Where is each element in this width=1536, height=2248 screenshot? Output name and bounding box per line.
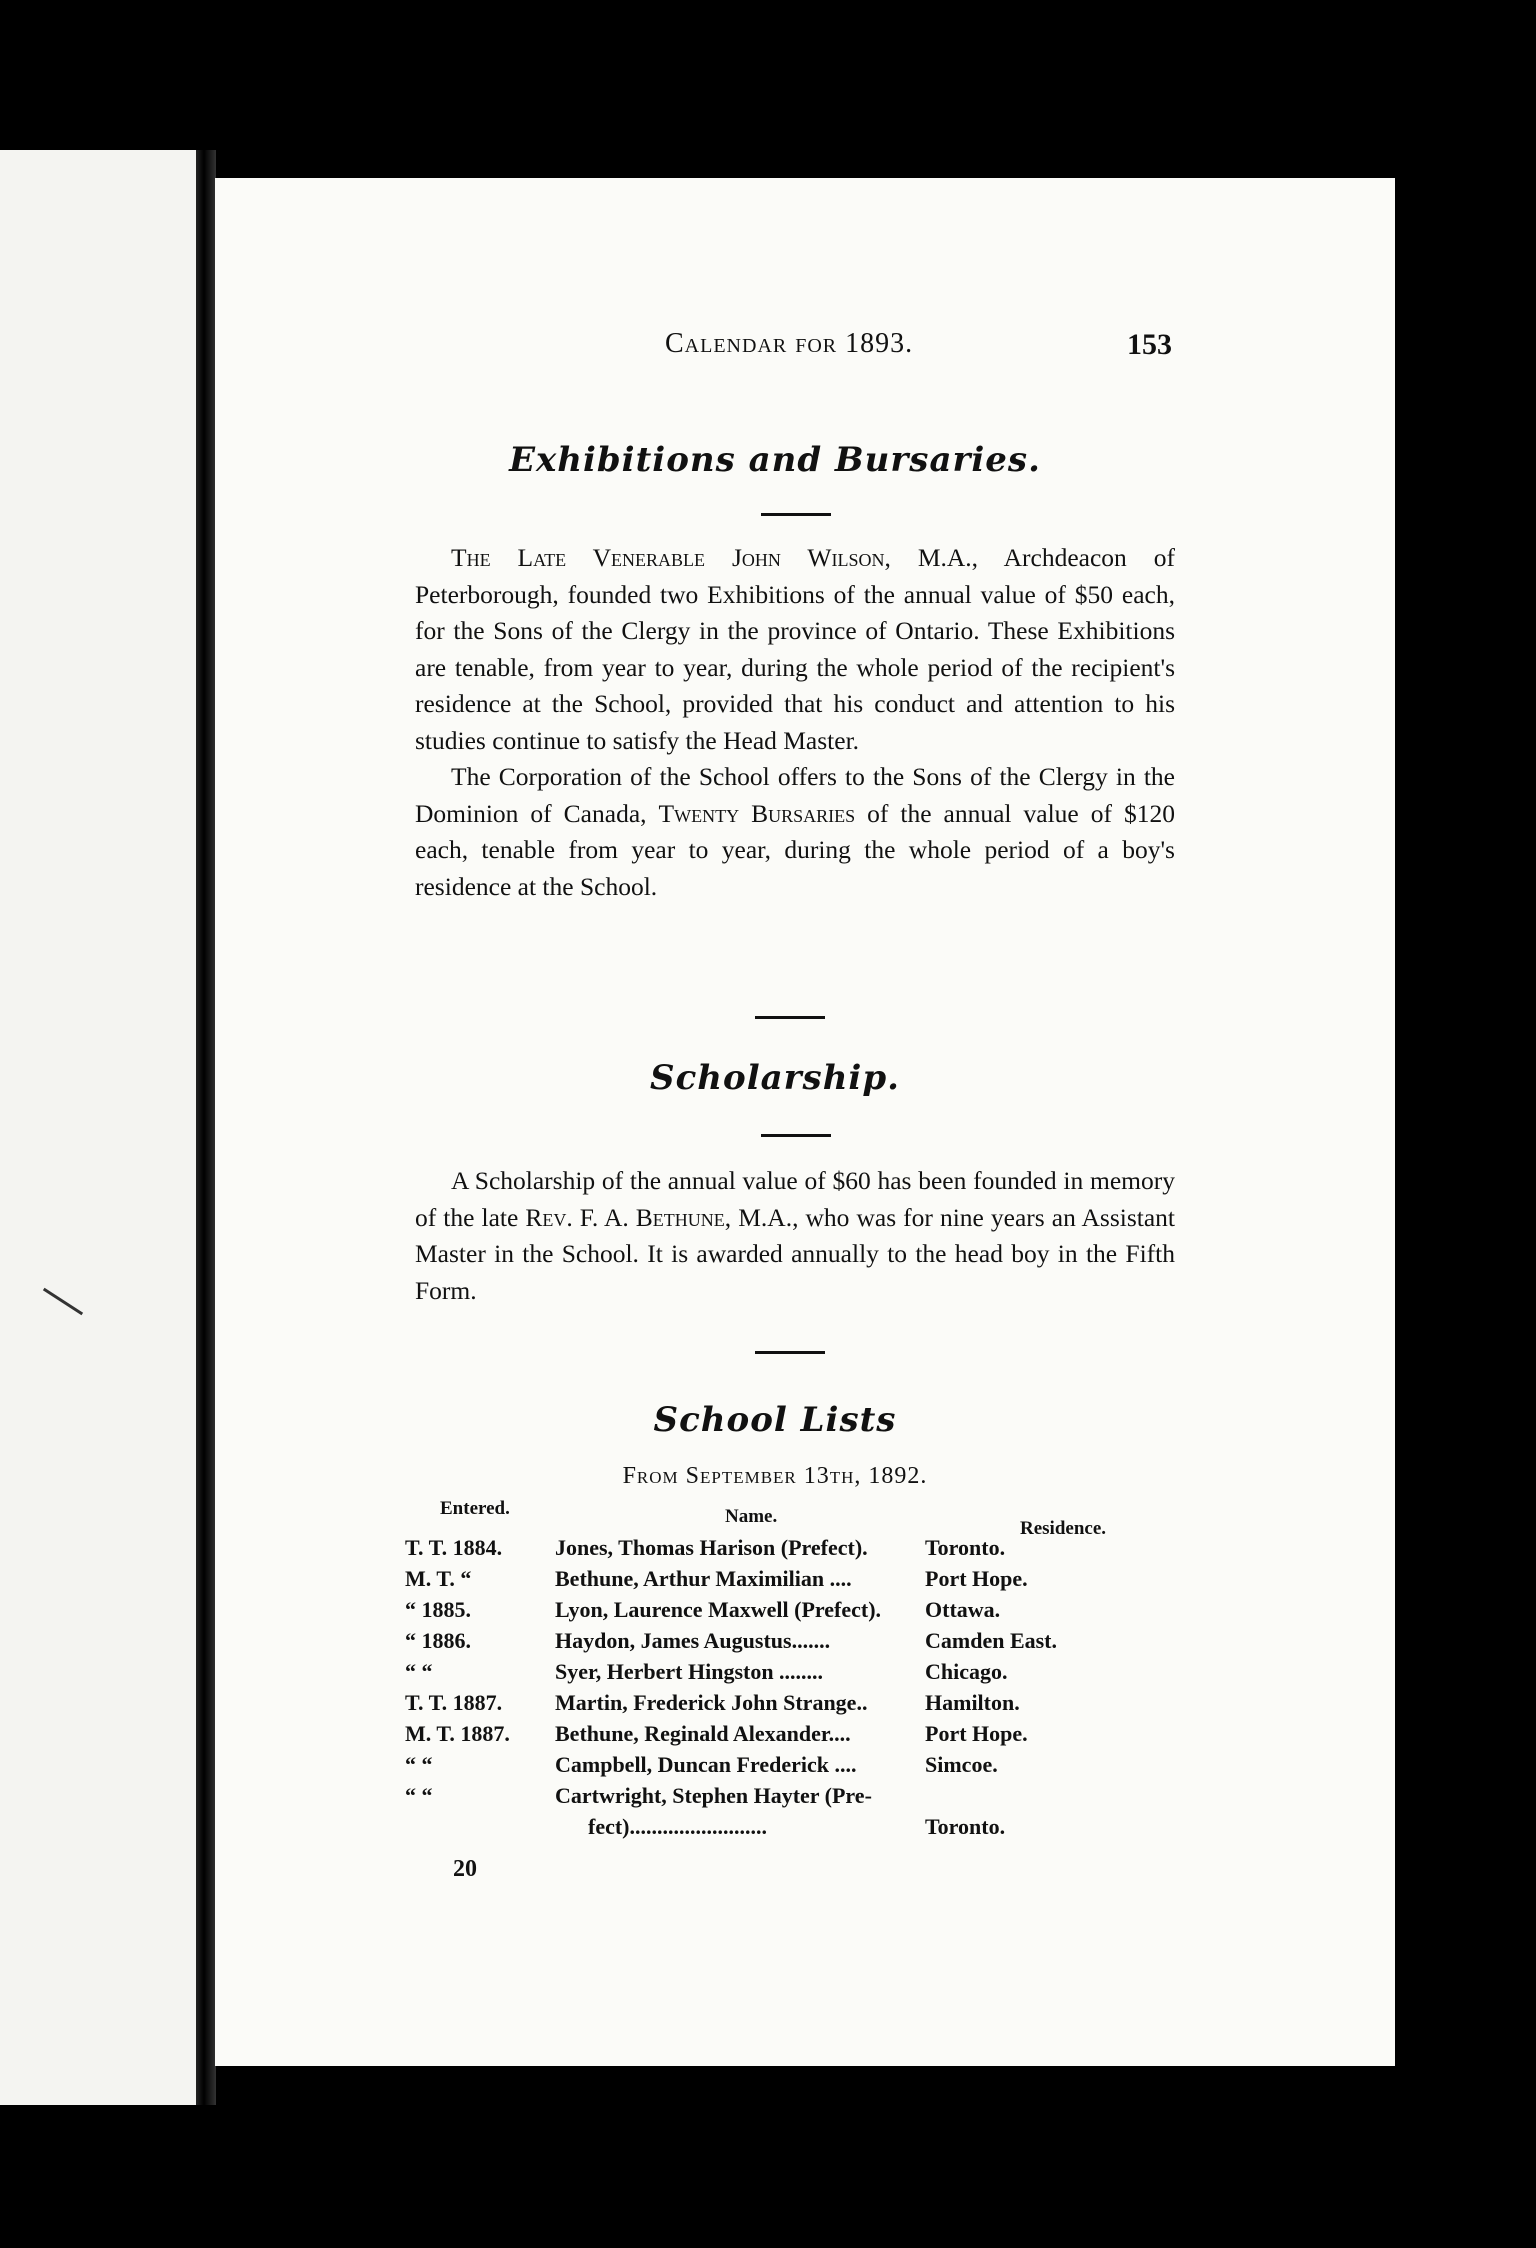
running-title: Calendar for 1893.	[665, 328, 914, 359]
list-item	[405, 1594, 1165, 1625]
scholarship-heading: Scholarship.	[650, 1058, 900, 1098]
entered-term: M. T. “	[405, 1566, 472, 1591]
residence: Toronto.	[925, 1535, 1006, 1560]
student-name: Jones, Thomas Harison (Prefect).	[555, 1535, 868, 1560]
book-gutter	[196, 150, 216, 2105]
running-head	[215, 328, 1395, 372]
residence: Toronto.	[925, 1814, 1006, 1839]
residence: Port Hope.	[925, 1721, 1028, 1746]
list-item	[405, 1718, 1165, 1749]
scholarship-paragraph	[415, 1163, 1175, 1309]
student-name: fect).........................	[555, 1814, 768, 1839]
student-name: Bethune, Arthur Maximilian ....	[555, 1566, 852, 1591]
school-lists-subheading: From September 13th, 1892.	[622, 1463, 928, 1489]
school-list	[405, 1532, 1165, 1842]
list-item	[405, 1563, 1165, 1594]
entered-term: T. T. 1887.	[405, 1690, 503, 1715]
founder-name: The Late Venerable John Wilson, M.A.,	[451, 543, 979, 572]
section-rule	[761, 513, 831, 516]
section-rule	[755, 1016, 825, 1019]
bursaries-text-end: of the annual value of $120 each, tenable from year to year, during the whole period of a boy's residence at the School.	[415, 798, 1175, 901]
entered-term: M. T. 1887.	[405, 1721, 510, 1746]
scholarship-text-end: M.A., who was for nine years an Assistant Master in the School. It is awarded annually to the head boy in the Fifth Form.	[415, 1202, 1175, 1305]
student-name: Haydon, James Augustus.......	[555, 1628, 831, 1653]
page-number: 153	[1127, 328, 1172, 361]
exhibitions-paragraph-1	[415, 540, 1175, 759]
book-page	[215, 178, 1395, 2066]
entered-term: “ 1885.	[405, 1597, 471, 1622]
student-name: Lyon, Laurence Maxwell (Prefect).	[555, 1597, 882, 1622]
residence	[925, 1780, 1165, 1811]
scholarship-body	[415, 1163, 1175, 1309]
student-name: Cartwright, Stephen Hayter (Pre-	[555, 1783, 872, 1808]
facing-page-edge	[0, 150, 210, 2105]
entered-term: “ “	[405, 1752, 433, 1777]
exhibitions-paragraph-1-text: Archdeacon of Peterborough, founded two Exhibitions of the annual value of $50 each, for the Sons of the Clergy in the province of Ontario. These Exhibitions are tenable, from year to year, during the whole period of the recipient's residence at the School, provided that his conduct and attention to his studies continue to satisfy the Head Master.	[415, 543, 1175, 755]
entered-term: “ 1886.	[405, 1628, 471, 1653]
residence: Chicago.	[925, 1659, 1008, 1684]
list-item	[405, 1625, 1165, 1656]
student-name: Martin, Frederick John Strange..	[555, 1690, 868, 1715]
entered-term: “ “	[405, 1659, 433, 1684]
section-rule	[755, 1351, 825, 1354]
student-name: Syer, Herbert Hingston ........	[555, 1659, 824, 1684]
list-item	[405, 1749, 1165, 1780]
entered-term: “ “	[405, 1783, 433, 1808]
list-item	[405, 1532, 1165, 1563]
column-name: Name.	[725, 1506, 778, 1527]
exhibitions-paragraph-2	[415, 759, 1175, 905]
list-item	[405, 1780, 1165, 1811]
school-lists-heading: School Lists	[653, 1400, 897, 1440]
column-residence: Residence.	[1020, 1518, 1107, 1539]
residence: Camden East.	[925, 1628, 1058, 1653]
entered-term	[405, 1811, 555, 1842]
entered-term: T. T. 1884.	[405, 1535, 503, 1560]
list-item	[405, 1811, 1165, 1842]
column-entered: Entered.	[440, 1498, 510, 1519]
list-item	[405, 1687, 1165, 1718]
residence: Port Hope.	[925, 1566, 1028, 1591]
bursaries-text-start: The Corporation of the School offers to the Sons of the Clergy in the Dominion of Canada,	[415, 762, 1175, 828]
residence: Ottawa.	[925, 1597, 1001, 1622]
student-name: Campbell, Duncan Frederick ....	[555, 1752, 857, 1777]
residence: Hamilton.	[925, 1690, 1020, 1715]
section-rule	[761, 1134, 831, 1137]
bursaries-count: Twenty Bursaries	[658, 798, 856, 828]
residence: Simcoe.	[925, 1752, 998, 1777]
scholarship-text-start: A Scholarship of the annual value of $60 has been founded in memory of the late	[415, 1166, 1175, 1232]
student-name: Bethune, Reginald Alexander....	[555, 1721, 851, 1746]
list-item	[405, 1656, 1165, 1687]
exhibitions-heading: Exhibitions and Bursaries.	[509, 440, 1041, 480]
exhibitions-body	[415, 540, 1175, 905]
signature-mark: 20	[453, 1856, 477, 1882]
honoree-name: Rev. F. A. Bethune,	[525, 1202, 732, 1232]
